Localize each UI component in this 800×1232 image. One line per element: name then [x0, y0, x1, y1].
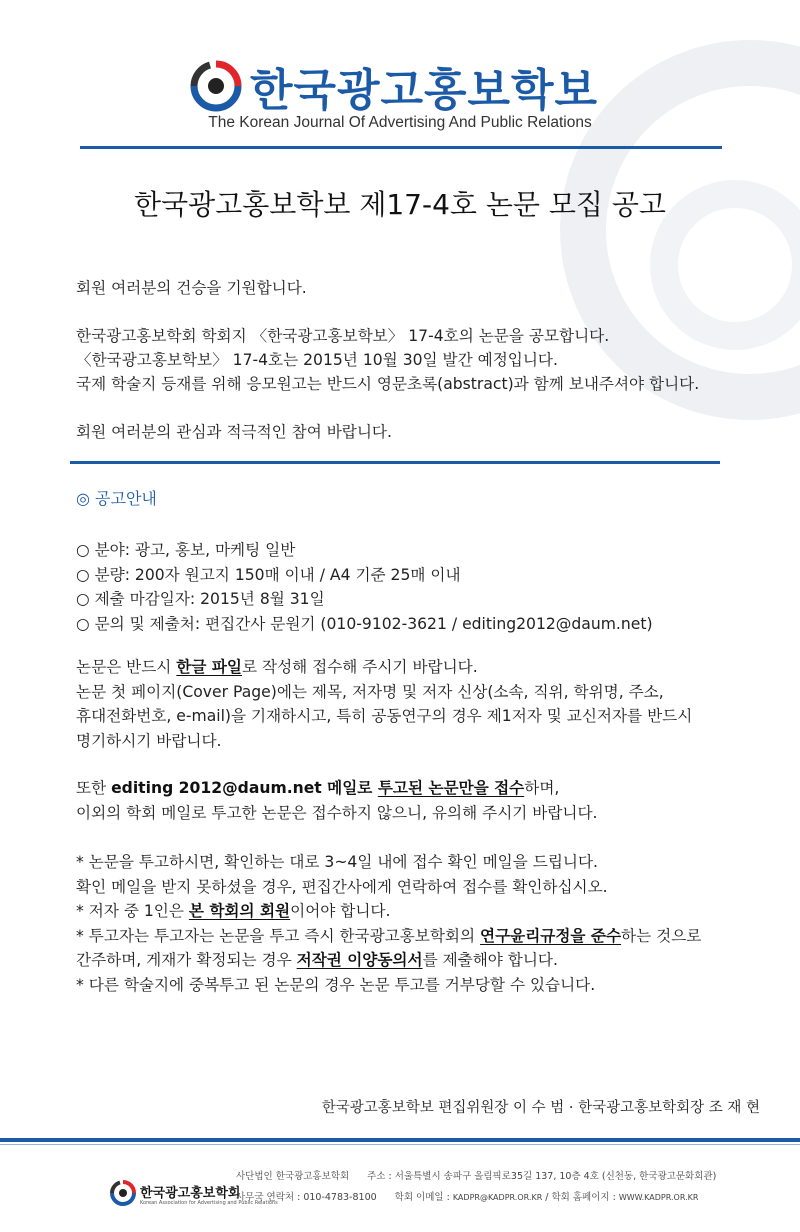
footer-info	[236, 1166, 716, 1208]
email-line: 또한 editing 2012@daum.net 메일로 투고된 논문만을 접수하며,	[76, 779, 560, 797]
intro-line: 한국광고홍보학회 학회지 〈한국광고홍보학보〉 17-4호의 논문을 공모합니다.	[76, 327, 610, 345]
guide-line: 논문은 반드시 한글 파일로 작성해 접수해 주시기 바랍니다.	[76, 658, 478, 676]
note-item: * 논문을 투고하시면, 확인하는 대로 3~4일 내에 접수 확인 메일을 드립니다.	[76, 853, 598, 871]
journal-logo	[190, 54, 630, 114]
copyright-emphasis: 저작권 이양동의서	[296, 951, 423, 969]
notice-item: ○ 분야: 광고, 홍보, 마케팅 일반	[76, 541, 296, 559]
note-item: * 투고자는 투고자는 논문을 투고 즉시 한국광고홍보학회의 연구윤리규정을 준수하는 것으로	[76, 926, 702, 945]
member-emphasis: 본 학회의 회원	[188, 902, 291, 920]
guide-line: 명기하시기 바랍니다.	[76, 731, 222, 750]
note-item: 간주하며, 게재가 확정되는 경우 저작권 이양동의서를 제출해야 합니다.	[76, 951, 558, 969]
intro-greeting: 회원 여러분의 건승을 기원합니다.	[76, 279, 307, 297]
intro-section	[76, 276, 756, 444]
footer-org-name: 한국광고홍보학회	[140, 1186, 241, 1201]
footer-org-name-en: Korean Association for Advertising and Public Relations	[140, 1200, 278, 1206]
intro-line: 〈한국광고홍보학보〉 17-4호는 2015년 10월 30일 발간 예정입니다.	[76, 351, 558, 369]
note-item: 확인 메일을 받지 못하셨을 경우, 편집간사에게 연락하여 접수를 확인하십시오.	[76, 877, 608, 896]
footer-email: KADPR@KADPR.OR.KR	[452, 1193, 543, 1202]
note-item: * 다른 학술지에 중복투고 된 논문의 경우 논문 투고를 거부당할 수 있습니다.	[76, 975, 596, 994]
email-line: 이외의 학회 메일로 투고한 논문은 접수하지 않으니, 유의해 주시기 바랍니다.	[76, 803, 598, 822]
email-guide	[76, 776, 766, 825]
logo-subtitle: The Korean Journal Of Advertising And Public Relations	[208, 114, 592, 131]
accept-emphasis: 투고된 논문만을 접수	[377, 779, 525, 797]
footer-logo	[110, 1180, 278, 1210]
header-divider	[80, 146, 722, 149]
intro-closing: 회원 여러분의 관심과 적극적인 참여 바랍니다.	[76, 423, 392, 441]
note-item: * 저자 중 1인은 본 학회의 회원이어야 합니다.	[76, 902, 391, 920]
header	[0, 0, 800, 160]
ethics-emphasis: 연구윤리규정을 준수	[480, 926, 622, 945]
notice-items	[76, 538, 776, 636]
email-emphasis: editing 2012@daum.net 메일로	[111, 779, 378, 797]
footer-line: 사무국 연락처 : 010-4783-8100 학회 이메일 : KADPR@KADPR.OR.KR / 학회 홈페이지 : WWW.KADPR.OR.KR	[236, 1192, 699, 1203]
notice-item: ○ 분량: 200자 원고지 150매 이내 / A4 기준 25매 이내	[76, 565, 461, 584]
notice-heading: ◎ 공고안내	[76, 489, 157, 508]
submission-guide	[76, 655, 766, 753]
footer-line: 사단법인 한국광고홍보학회 주소 : 서울특별시 송파구 올림픽로35길 137, 10층 4호 (신천동, 한국광고문화회관)	[236, 1171, 717, 1182]
notes-section	[76, 850, 766, 997]
notice-item: ○ 제출 마감일자: 2015년 8월 31일	[76, 590, 325, 608]
guide-line: 휴대전화번호, e-mail)을 기재하시고, 특히 공동연구의 경우 제1저자 및 교신저자를 반드시	[76, 707, 693, 725]
footer-divider	[0, 1138, 800, 1142]
signature: 한국광고홍보학보 편집위원장 이 수 범 · 한국광고홍보학회장 조 재 현	[321, 1100, 760, 1116]
intro-line: 국제 학술지 등재를 위해 응모원고는 반드시 영문초록(abstract)과 함께 보내주셔야 합니다.	[76, 375, 700, 393]
logo-mark-icon	[190, 60, 242, 112]
page-title: 한국광고홍보학보 제17-4호 논문 모집 공고	[134, 188, 666, 221]
footer-homepage: WWW.KADPR.OR.KR	[618, 1193, 699, 1202]
guide-line: 논문 첫 페이지(Cover Page)에는 제목, 저자명 및 저자 신상(소속, 직위, 학위명, 주소,	[76, 682, 664, 701]
notice-item: ○ 문의 및 제출처: 편집간사 문원기 (010-9102-3621 / editing2012@daum.net)	[76, 614, 653, 633]
footer-logo-mark-icon	[110, 1180, 136, 1206]
section-divider	[70, 461, 720, 464]
logo-text: 한국광고홍보학보	[250, 65, 599, 116]
hangul-file-emphasis: 한글 파일	[176, 658, 242, 676]
footer-divider-thin	[0, 1144, 800, 1145]
